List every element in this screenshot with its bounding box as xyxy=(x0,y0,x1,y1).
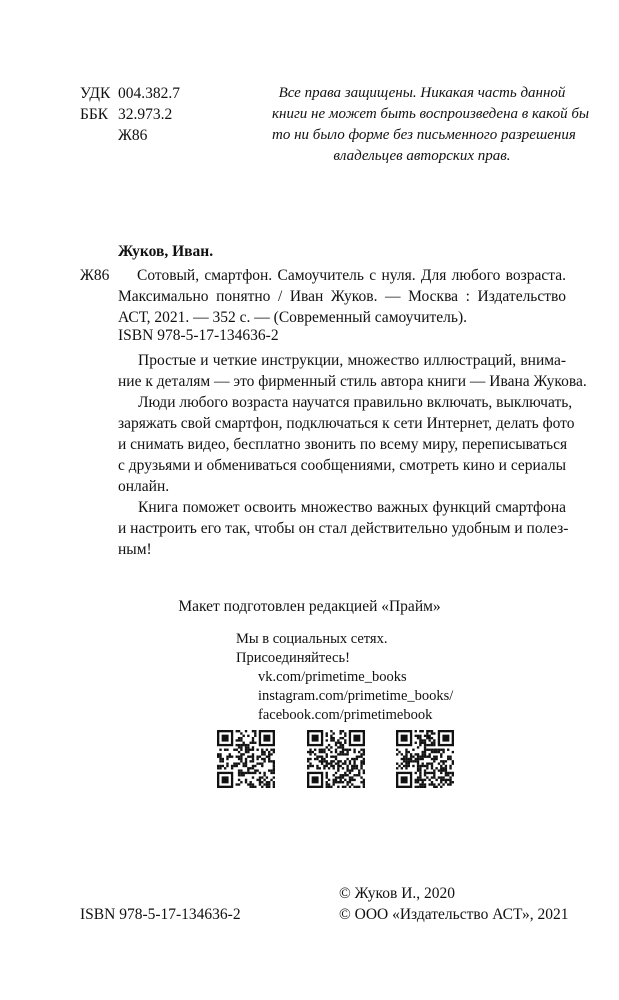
social-link-instagram[interactable]: instagram.com/primetime_books/ xyxy=(258,688,454,704)
annotation-line: Простые и четкие инструкции, множество иллюстраций, внима- xyxy=(138,352,566,369)
annotation-line: ным! xyxy=(118,541,152,558)
social-link-vk[interactable]: vk.com/primetime_books xyxy=(258,669,407,685)
annotation-line: Книга поможет освоить множество важных функций смартфона xyxy=(138,499,566,516)
catalog-mark: Ж86 xyxy=(80,267,110,284)
annotation-line: ние к деталям — это фирменный стиль автора книги — Ивана Жукова. xyxy=(118,373,587,390)
rights-line: то ни было форме без письменного разрешения xyxy=(272,127,576,143)
prepared-by: Макет подготовлен редакцией «Прайм» xyxy=(178,598,441,615)
footer-isbn: ISBN 978-5-17-134636-2 xyxy=(80,906,241,923)
bbk-value: 32.973.2 xyxy=(118,106,173,123)
social-line: Мы в социальных сетях. xyxy=(236,631,388,647)
annotation-line: и настроить его так, чтобы он стал действительно удобным и полез- xyxy=(118,520,569,537)
social-block xyxy=(236,630,453,725)
annotation-line: онлайн. xyxy=(118,478,170,495)
catalog-line: АСТ, 2021. — 352 с. — (Современный самоучитель). xyxy=(118,309,467,326)
rights-line: книги не может быть воспроизведена в какой бы xyxy=(272,106,590,122)
udk-value: 004.382.7 xyxy=(118,85,180,102)
rights-notice xyxy=(272,83,590,167)
udk-label: УДК xyxy=(80,85,111,102)
copyright-publisher: © ООО «Издательство АСТ», 2021 xyxy=(339,906,569,923)
catalog-description xyxy=(118,265,566,328)
social-link-facebook[interactable]: facebook.com/primetimebook xyxy=(258,707,433,723)
catalog-line: Максимально понятно / Иван Жуков. — Москва : Издательство xyxy=(118,288,566,305)
catalog-author: Жуков, Иван. xyxy=(118,243,214,260)
catalog-isbn: ISBN 978-5-17-134636-2 xyxy=(118,327,279,344)
annotation-line: и снимать видео, бесплатно звонить по всему миру, переписываться xyxy=(118,436,568,453)
rights-line: владельцев авторских прав. xyxy=(333,148,511,164)
qr-code-facebook-icon xyxy=(396,730,454,788)
qr-code-vk-icon xyxy=(217,730,275,788)
rights-line: Все права защищены. Никакая часть данной xyxy=(278,85,566,101)
copyright-author: © Жуков И., 2020 xyxy=(339,885,456,902)
annotation-line: Люди любого возраста научатся правильно включать, выключать, xyxy=(138,394,573,411)
annotation xyxy=(118,350,587,560)
author-mark-top: Ж86 xyxy=(118,127,148,144)
annotation-line: заряжать свой смартфон, подключаться к сети Интернет, делать фото xyxy=(118,415,575,432)
bbk-label: ББК xyxy=(80,106,109,123)
catalog-line: Сотовый, смартфон. Самоучитель с нуля. Для любого возраста. xyxy=(137,267,566,284)
qr-code-instagram-icon xyxy=(307,730,365,788)
social-line: Присоединяйтесь! xyxy=(236,650,350,666)
annotation-line: с друзьями и обмениваться сообщениями, смотреть кино и сериалы xyxy=(118,457,566,474)
